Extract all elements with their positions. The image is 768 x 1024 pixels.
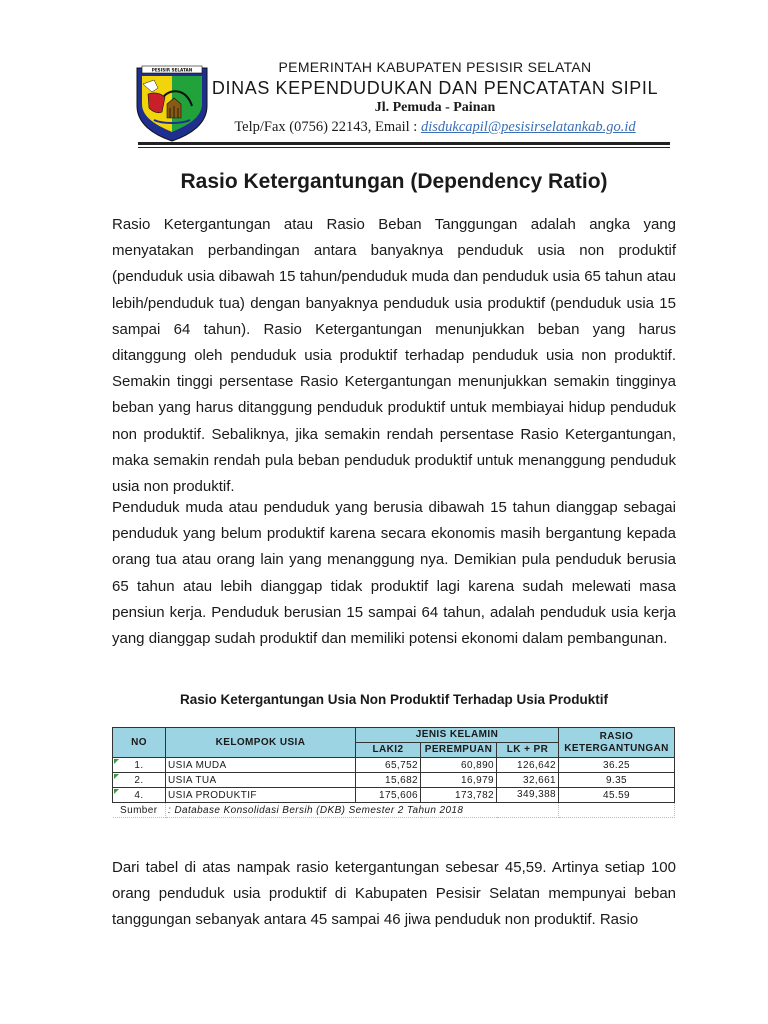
header-total: LK + PR — [497, 743, 559, 758]
letterhead-text — [210, 58, 660, 137]
header-ratio-line2: KETERGANTUNGAN — [564, 742, 669, 754]
table-row — [113, 758, 675, 773]
agency-contact — [210, 117, 660, 137]
row-no: 2. — [113, 773, 166, 788]
header-no: NO — [113, 728, 166, 758]
table-row — [113, 773, 675, 788]
source-blank-cell — [559, 803, 675, 818]
header-ratio — [559, 728, 675, 758]
cell-flag-icon — [114, 759, 119, 764]
table-row — [113, 788, 675, 803]
contact-phone: Telp/Fax (0756) 22143, Email : — [234, 119, 421, 135]
row-total: 126,642 — [497, 758, 559, 773]
row-no: 4. — [113, 788, 166, 803]
row-total: 32,661 — [497, 773, 559, 788]
government-name: PEMERINTAH KABUPATEN PESISIR SELATAN — [278, 59, 592, 75]
header-ratio-line1: RASIO — [599, 730, 634, 742]
regency-crest-logo — [134, 62, 210, 142]
dependency-ratio-table-container — [112, 727, 675, 818]
agency-address: Jl. Pemuda - Painan — [374, 100, 496, 115]
document-title: Rasio Ketergantungan (Dependency Ratio) — [180, 170, 608, 193]
agency-name: DINAS KEPENDUDUKAN DAN PENCATATAN SIPIL — [211, 78, 659, 98]
source-label: Sumber — [113, 803, 166, 818]
row-male: 15,682 — [356, 773, 421, 788]
row-group: USIA MUDA — [166, 758, 356, 773]
row-ratio: 36.25 — [559, 758, 675, 773]
letterhead — [0, 0, 768, 150]
row-male: 175,606 — [356, 788, 421, 803]
email-link[interactable]: disdukcapil@pesisirselatankab.go.id — [420, 119, 636, 135]
paragraph-conclusion: Dari tabel di atas nampak rasio ketergantungan sebesar 45,59. Artinya setiap 100 orang penduduk usia produktif di Kabupaten Pesisir Selatan mempunyai beban tanggungan sebanyak antara 45 sampai 46 jiwa penduduk non produktif. Rasio — [112, 859, 676, 929]
row-female: 60,890 — [421, 758, 497, 773]
cell-flag-icon — [114, 774, 119, 779]
row-ratio: 45.59 — [559, 788, 675, 803]
table-source-row — [113, 803, 675, 818]
letterhead-rule-thin — [138, 147, 670, 148]
row-group: USIA TUA — [166, 773, 356, 788]
row-female: 173,782 — [421, 788, 497, 803]
header-female: PEREMPUAN — [421, 743, 497, 758]
row-total: 349,388 — [497, 788, 559, 803]
header-age-group: KELOMPOK USIA — [166, 728, 356, 758]
header-gender: JENIS KELAMIN — [356, 728, 559, 743]
paragraph-explanation: Penduduk muda atau penduduk yang berusia dibawah 15 tahun dianggap sebagai penduduk yang belum produktif karena secara ekonomis masih bergantung kepada orang tua atau orang lain yang menanggung nya. Demikian pula penduduk berusia 65 tahun atau lebih dianggap tidak produktif lagi karena sudah melewati masa pensiun kerja. Penduduk berusian 15 sampai 64 tahun, adalah penduduk usia kerja yang dianggap sudah produktif dan memiliki potensi ekonomi dalam pembangunan. — [112, 499, 676, 648]
logo-banner-text: PESISIR SELATAN — [151, 67, 193, 73]
cell-flag-icon — [114, 789, 119, 794]
row-no: 1. — [113, 758, 166, 773]
paragraph-definition: Rasio Ketergantungan atau Rasio Beban Tanggungan adalah angka yang menyatakan perbandingan antara banyaknya penduduk usia non produktif (penduduk usia dibawah 15 tahun/penduduk muda dan penduduk usia 65 tahun atau lebih/penduduk tua) dengan banyaknya penduduk usia produktif (penduduk usia 15 sampai 64 tahun). Rasio Ketergantungan menunjukkan beban yang harus ditanggung oleh penduduk usia produktif terhadap penduduk usia non produktif. Semakin tinggi persentase Rasio Ketergantungan menunjukkan semakin tingginya beban yang harus ditanggung penduduk produktif untuk membiayai hidup penduduk non produktif. Sebaliknya, jika semakin rendah persentase Rasio Ketergantungan, maka semakin rendah pula beban penduduk produktif untuk menanggung penduduk usia non produktif. — [112, 216, 676, 496]
table-title: Rasio Ketergantungan Usia Non Produktif Terhadap Usia Produktif — [179, 692, 609, 707]
row-male: 65,752 — [356, 758, 421, 773]
row-group: USIA PRODUKTIF — [166, 788, 356, 803]
header-male: LAKI2 — [356, 743, 421, 758]
row-female: 16,979 — [421, 773, 497, 788]
dependency-ratio-table — [112, 727, 675, 818]
source-text: : Database Konsolidasi Bersih (DKB) Semester 2 Tahun 2018 — [166, 803, 559, 818]
letterhead-rule-thick — [138, 142, 670, 145]
row-ratio: 9.35 — [559, 773, 675, 788]
